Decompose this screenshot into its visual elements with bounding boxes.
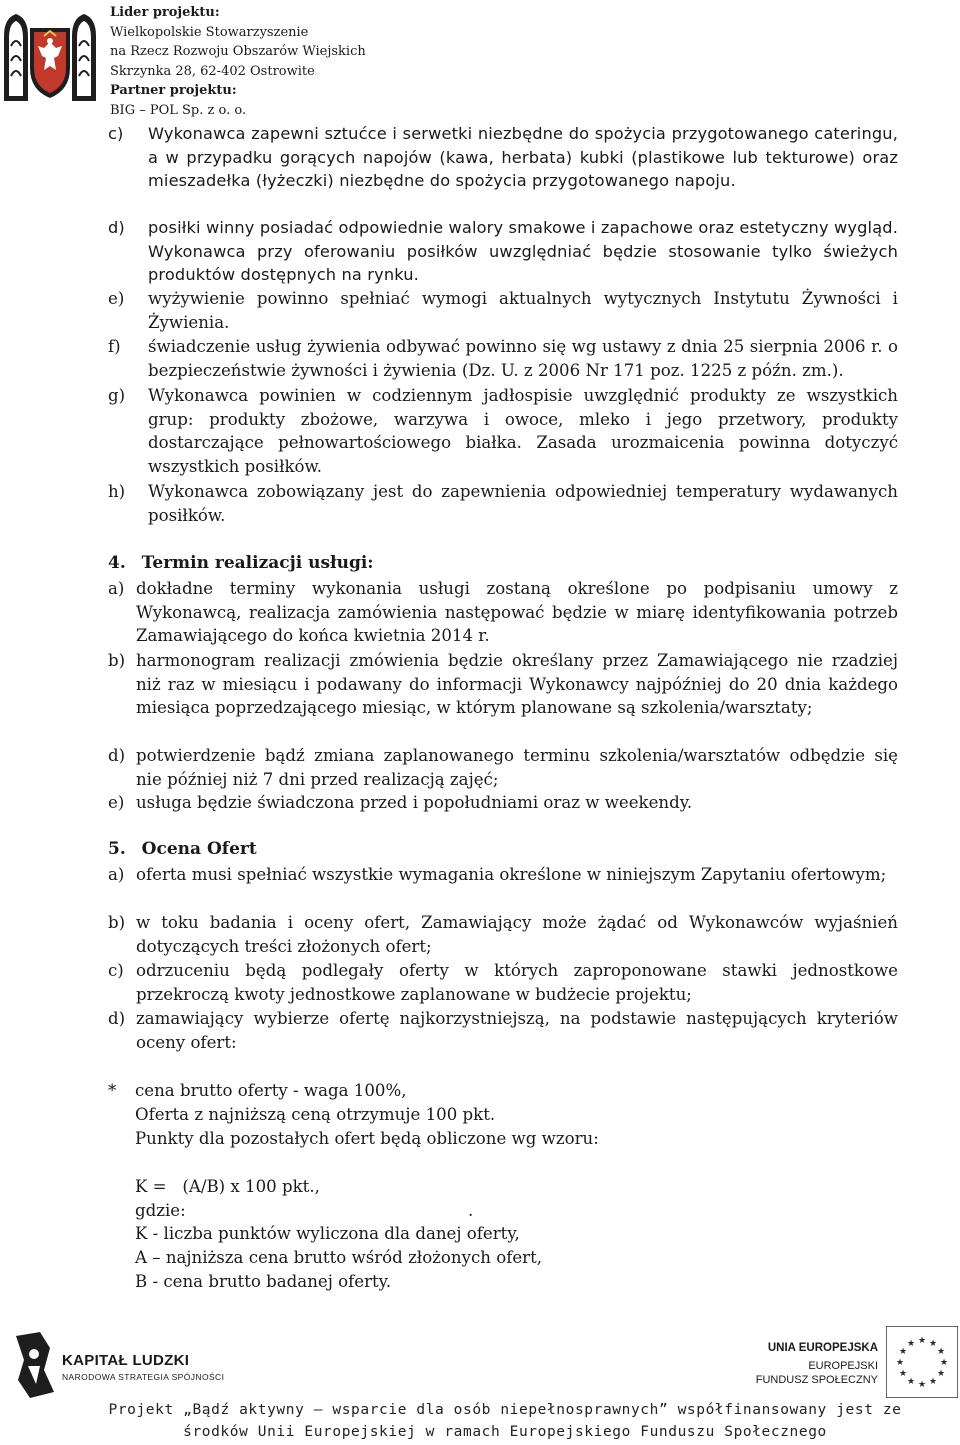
list-text: wyżywienie powinno spełniać wymogi aktualnych wytycznych Instytutu Żywności i Żywienia. <box>148 289 898 332</box>
section-4-heading <box>108 553 374 573</box>
list-text: oferta musi spełniać wszystkie wymagania określone w niniejszym Zapytaniu ofertowym; <box>136 865 887 884</box>
list-text: dokładne terminy wykonania usługi zostaną określone po podpisaniu umowy z Wykonawcą, realizacja zamówienia następować będzie w miarę identyfikowania potrzeb Zamawiającego do końca kwietnia 2014 r. <box>136 579 898 646</box>
partner-name: BIG – POL Sp. z o. o. <box>110 102 247 118</box>
section-title: Termin realizacji usługi: <box>141 553 374 573</box>
criteria-marker: * <box>108 1081 117 1100</box>
list-marker: h) <box>108 482 126 501</box>
list-marker: a) <box>108 865 125 884</box>
s4-item-b <box>108 649 898 720</box>
lead-name-line2: na Rzecz Rozwoju Obszarów Wiejskich <box>110 44 366 60</box>
list-item-g <box>108 384 898 478</box>
list-marker: e) <box>108 793 125 812</box>
eu-line3: FUNDUSZ SPOŁECZNY <box>755 1374 878 1386</box>
svg-text:★: ★ <box>906 1339 916 1349</box>
list-text: potwierdzenie bądź zmiana zaplanowanego terminu szkolenia/warsztatów odbędzie się nie później niż 7 dni przed realizacją zajęć; <box>136 746 898 789</box>
list-marker: b) <box>108 913 126 932</box>
list-item-h <box>108 480 898 527</box>
svg-text:★: ★ <box>917 1380 927 1390</box>
s4-item-e <box>108 791 898 815</box>
list-text: w toku badania i oceny ofert, Zamawiający może żądać od Wykonawców wyjaśnień dotyczących treści złożonych ofert; <box>136 913 898 956</box>
list-text: Wykonawca powinien w codziennym jadłospisie uwzględnić produkty ze wszystkich grup: produkty zbożowe, warzywa i owoce, mleko i jego przetwory, produkty dostarczające pełnowartościowego białka. Zasada urozmaicenia powinna dotyczyć wszystkich posiłków. <box>148 386 898 476</box>
list-text: Wykonawca zapewni sztućce i serwetki niezbędne do spożycia przygotowanego cateringu, a w przypadku gorących napojów (kawa, herbata) kubki (plastikowe lub tekturowe) oraz mieszadełka (łyżeczki) niezbędne do spożycia przygotowanego napoju. <box>148 124 898 191</box>
list-item-c <box>108 122 898 193</box>
svg-text:★: ★ <box>928 1339 938 1349</box>
criteria-lowest-price: Oferta z najniższą ceną otrzymuje 100 pkt. <box>135 1105 496 1124</box>
list-text: usługa będzie świadczona przed i popołudniami oraz w weekendy. <box>136 793 693 812</box>
svg-text:★: ★ <box>936 1347 946 1357</box>
eu-flag-icon <box>886 1326 958 1398</box>
s4-item-d <box>108 744 898 791</box>
lead-label: Lider projektu: <box>110 5 220 20</box>
list-marker: e) <box>108 289 125 308</box>
svg-text:★: ★ <box>898 1369 908 1379</box>
list-marker: a) <box>108 579 125 598</box>
list-text: świadczenie usług żywienia odbywać powinno się wg ustawy z dnia 25 sierpnia 2006 r. o bezpieczeństwie żywności i żywienia (Dz. U. z 2006 Nr 171 poz. 1225 z późn. zm.). <box>148 337 898 380</box>
s5-item-b <box>108 911 898 958</box>
section-number: 4. <box>108 553 126 573</box>
svg-text:★: ★ <box>936 1369 946 1379</box>
eu-title: UNIA EUROPEJSKA <box>767 1342 878 1354</box>
kapital-ludzki-subtitle: NARODOWA STRATEGIA SPÓJNOŚCI <box>62 1372 225 1382</box>
list-marker: b) <box>108 651 126 670</box>
s4-item-a <box>108 577 898 648</box>
criteria-price-weight: cena brutto oferty - waga 100%, <box>135 1081 407 1100</box>
section-5-heading <box>108 839 257 859</box>
list-item-e <box>108 287 898 334</box>
svg-text:★: ★ <box>906 1377 916 1387</box>
formula-dot: . <box>468 1201 474 1220</box>
list-marker: d) <box>108 746 126 765</box>
svg-text:★: ★ <box>928 1377 938 1387</box>
formula: K = (A/B) x 100 pkt., <box>135 1177 320 1196</box>
list-marker: g) <box>108 386 126 405</box>
list-text: zamawiający wybierze ofertę najkorzystniejszą, na podstawie następujących kryteriów oceny ofert: <box>136 1009 898 1052</box>
svg-text:★: ★ <box>895 1358 905 1368</box>
section-title: Ocena Ofert <box>141 839 257 859</box>
criteria-formula-intro: Punkty dla pozostałych ofert będą obliczone wg wzoru: <box>135 1129 599 1148</box>
svg-text:★: ★ <box>898 1347 908 1357</box>
s5-item-d <box>108 1007 898 1054</box>
list-marker: c) <box>108 961 124 980</box>
definition-a: A – najniższa cena brutto wśród złożonych ofert, <box>135 1248 543 1267</box>
list-marker: c) <box>108 124 124 143</box>
svg-text:★: ★ <box>939 1358 949 1368</box>
svg-text:★: ★ <box>917 1336 927 1346</box>
formula-where: gdzie: <box>135 1201 186 1220</box>
header-text <box>110 3 366 121</box>
list-text: harmonogram realizacji zmówienia będzie określany przez Zamawiającego nie rzadziej niż raz w miesiącu i podawany do informacji Wykonawcy najpóźniej do 20 dnia każdego miesiąca poprzedzającego miesiąc, w którym planowane są szkolenia/warsztaty; <box>136 651 898 718</box>
s5-item-c <box>108 959 898 1006</box>
kapital-ludzki-emblem-icon <box>10 1330 60 1400</box>
list-marker: d) <box>108 218 125 237</box>
section-number: 5. <box>108 839 126 859</box>
lead-address: Skrzynka 28, 62-402 Ostrowite <box>110 63 315 79</box>
s5-item-a <box>108 863 898 887</box>
list-item-f <box>108 335 898 382</box>
list-item-d <box>108 216 898 287</box>
definition-b: B - cena brutto badanej oferty. <box>135 1272 392 1291</box>
list-marker: d) <box>108 1009 126 1028</box>
list-text: Wykonawca zobowiązany jest do zapewnienia odpowiedniej temperatury wydawanych posiłków. <box>148 482 898 525</box>
list-text: posiłki winny posiadać odpowiednie walory smakowe i zapachowe oraz estetyczny wygląd. Wykonawca przy oferowaniu posiłków uwzględniać będzie stosowanie tylko świeżych produktów dostępnych na rynku. <box>148 218 898 285</box>
kapital-ludzki-title: KAPITAŁ LUDZKI <box>62 1352 190 1369</box>
association-crest-logo <box>0 6 100 106</box>
list-text: odrzuceniu będą podlegały oferty w których zaproponowane stawki jednostkowe przekroczą kwoty jednostkowe zaplanowane w budżecie projektu; <box>136 961 898 1004</box>
definition-k: K - liczba punktów wyliczona dla danej oferty, <box>135 1224 520 1243</box>
partner-label: Partner projektu: <box>110 83 237 99</box>
footer-line1: Projekt „Bądź aktywny – wsparcie dla osób niepełnosprawnych” współfinansowany jest ze <box>108 1402 902 1418</box>
eu-line2: EUROPEJSKI <box>808 1360 878 1372</box>
footer-line2: środków Unii Europejskiej w ramach Europejskiego Funduszu Społecznego <box>183 1424 827 1440</box>
list-marker: f) <box>108 337 121 356</box>
lead-name-line1: Wielkopolskie Stowarzyszenie <box>110 24 309 40</box>
